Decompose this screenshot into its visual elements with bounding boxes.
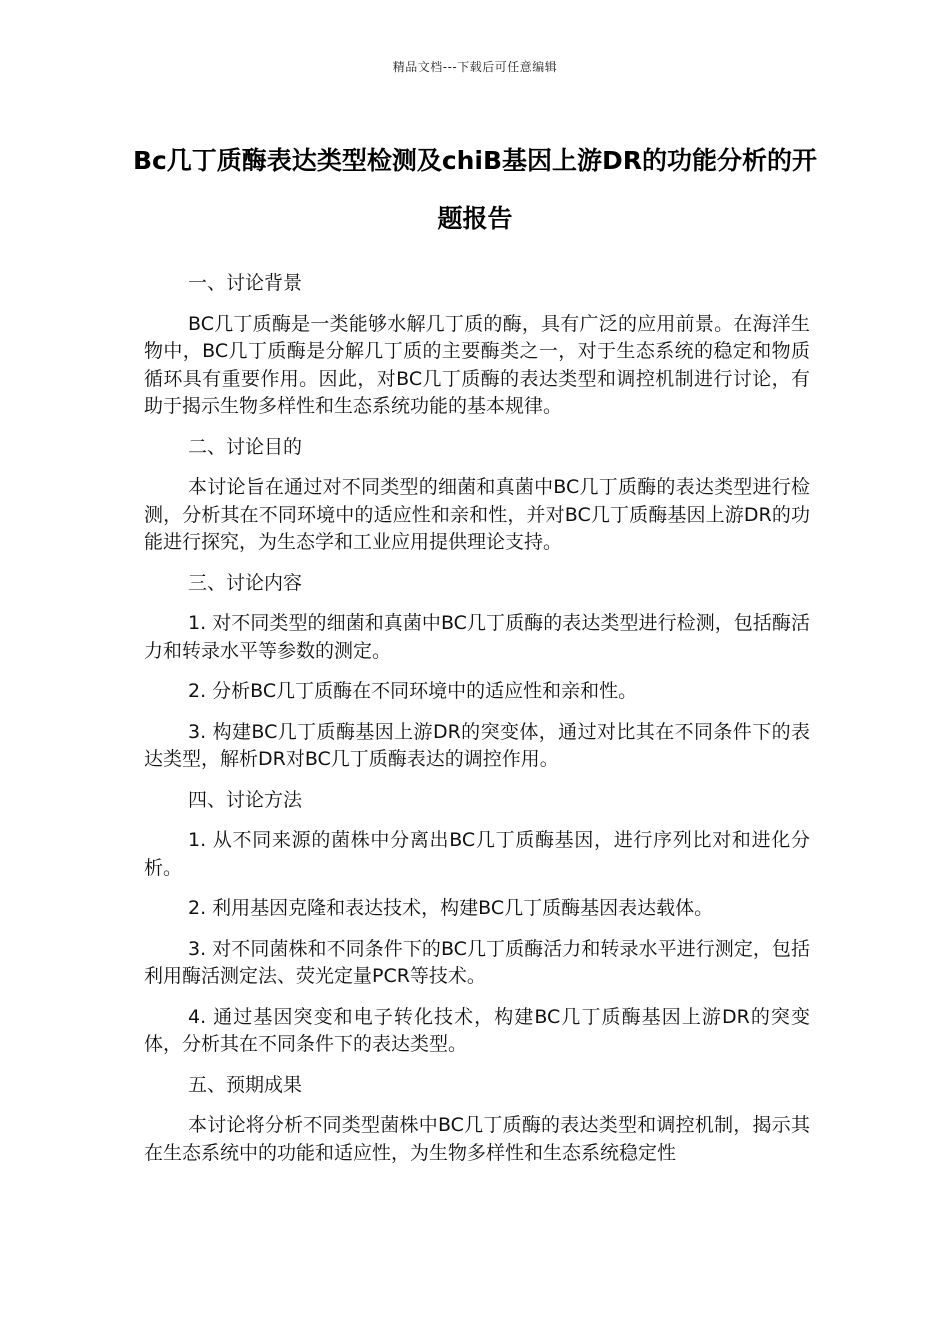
document-body (144, 270, 810, 1180)
list-item: 3. 对不同菌株和不同条件下的BC几丁质酶活力和转录水平进行测定，包括利用酶活测定法、荧光定量PCR等技术。 (144, 937, 810, 987)
list-item: 1. 对不同类型的细菌和真菌中BC几丁质酶的表达类型进行检测，包括酶活力和转录水平等参数的测定。 (144, 612, 810, 662)
section-heading: 二、讨论目的 (188, 435, 303, 458)
document-title: Bc几丁质酶表达类型检测及chiB基因上游DR的功能分析的开题报告 (132, 146, 818, 233)
list-item: 4. 通过基因突变和电子转化技术，构建BC几丁质酶基因上游DR的突变体，分析其在不同条件下的表达类型。 (144, 1005, 810, 1055)
section-heading: 一、讨论背景 (188, 272, 303, 294)
list-item: 1. 从不同来源的菌株中分离出BC几丁质酶基因，进行序列比对和进化分析。 (144, 829, 810, 879)
header-note: 精品文档---下载后可任意编辑 (392, 60, 558, 74)
section-heading: 五、预期成果 (188, 1073, 303, 1096)
paragraph: BC几丁质酶是一类能够水解几丁质的酶，具有广泛的应用前景。在海洋生物中，BC几丁质酶是分解几丁质的主要酶类之一，对于生态系统的稳定和物质循环具有重要作用。因此，对BC几丁质酶的表达类型和调控机制进行讨论，有助于揭示生物多样性和生态系统功能的基本规律。 (144, 312, 810, 417)
list-item: 3. 构建BC几丁质酶基因上游DR的突变体，通过对比其在不同条件下的表达类型，解析DR对BC几丁质酶表达的调控作用。 (144, 720, 810, 770)
paragraph: 本讨论旨在通过对不同类型的细菌和真菌中BC几丁质酶的表达类型进行检测，分析其在不同环境中的适应性和亲和性，并对BC几丁质酶基因上游DR的功能进行探究，为生态学和工业应用提供理论支持。 (144, 476, 810, 553)
section-heading: 四、讨论方法 (188, 788, 303, 811)
list-item: 2. 分析BC几丁质酶在不同环境中的适应性和亲和性。 (188, 680, 638, 702)
list-item: 2. 利用基因克隆和表达技术，构建BC几丁质酶基因表达载体。 (188, 897, 714, 919)
section-heading: 三、讨论内容 (188, 571, 303, 594)
paragraph: 本讨论将分析不同类型菌株中BC几丁质酶的表达类型和调控机制，揭示其在生态系统中的功能和适应性，为生物多样性和生态系统稳定性 (144, 1114, 810, 1164)
